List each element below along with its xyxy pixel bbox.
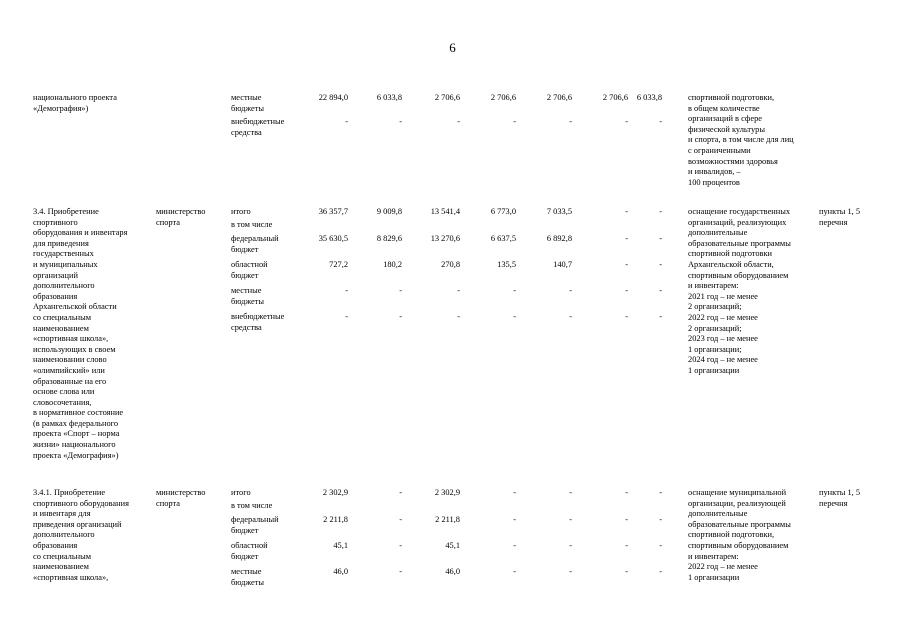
- funding-value: 22 894,0: [318, 93, 348, 102]
- funding-value: 180,2: [383, 260, 402, 269]
- funding-value: 46,0: [333, 567, 348, 576]
- item-organization: [156, 488, 226, 509]
- result-line: спортивной подготовки: [688, 249, 773, 259]
- funding-value: -: [457, 312, 460, 321]
- funding-value: 2 211,8: [323, 515, 348, 524]
- funding-source: [231, 286, 303, 307]
- result-line: 2022 год – не менее: [688, 312, 758, 322]
- funding-source: [231, 117, 303, 138]
- funding-value: 2 706,6: [490, 93, 516, 102]
- funding-value: 6 892,8: [546, 234, 572, 243]
- result-line: дополнительные: [688, 509, 748, 519]
- description-line: (в рамках федерального: [33, 418, 119, 428]
- description-line: проекта «Спорт – норма: [33, 429, 120, 439]
- funding-value: -: [625, 567, 628, 576]
- source-line: бюджеты: [231, 296, 265, 306]
- funding-source: [231, 260, 303, 281]
- source-line: бюджет: [231, 525, 259, 535]
- result-line: 2021 год – не менее: [688, 291, 758, 301]
- description-line: и инвентаря для: [33, 509, 91, 519]
- result-line: образовательные программы: [688, 238, 791, 248]
- funding-value: 2 706,6: [546, 93, 572, 102]
- result-line: и инвалидов, –: [688, 167, 741, 177]
- funding-value: -: [457, 117, 460, 126]
- funding-value: -: [659, 515, 662, 524]
- funding-value: 2 211,8: [435, 515, 460, 524]
- description-line: 3.4.1. Приобретение: [33, 488, 106, 497]
- source-line: местные: [231, 567, 262, 576]
- description-line: «спортивная школа»,: [33, 334, 109, 344]
- result-line: и инвентарем:: [688, 551, 739, 561]
- funding-value: 45,1: [445, 541, 460, 550]
- result-line: 1 организации;: [688, 344, 742, 354]
- funding-value: -: [569, 488, 572, 497]
- item-description: [33, 488, 151, 583]
- description-line: «спортивная школа»,: [33, 572, 109, 582]
- funding-value: 36 357,7: [318, 207, 348, 216]
- result-line: 2024 год – не менее: [688, 355, 758, 365]
- item-organization: [156, 207, 226, 228]
- funding-value: 727,2: [329, 260, 348, 269]
- result-line: 1 организации: [688, 365, 740, 375]
- source-line: средства: [231, 322, 262, 332]
- item-result: [688, 488, 818, 583]
- funding-value: 2 706,6: [602, 93, 628, 102]
- description-line: образования: [33, 540, 78, 550]
- result-line: Архангельской области,: [688, 259, 774, 269]
- source-line: бюджеты: [231, 577, 265, 587]
- funding-value: -: [399, 286, 402, 295]
- funding-value: -: [625, 260, 628, 269]
- result-line: спортивной подготовки,: [688, 530, 775, 540]
- funding-value: 6 033,8: [376, 93, 402, 102]
- description-line: Архангельской области: [33, 302, 117, 312]
- funding-value: -: [659, 207, 662, 216]
- description-line: словосочетания,: [33, 397, 92, 407]
- page-number: 6: [449, 40, 456, 55]
- result-line: оснащение муниципальной: [688, 488, 787, 497]
- item-description: [33, 207, 151, 461]
- funding-value: -: [625, 207, 628, 216]
- funding-value: -: [399, 541, 402, 550]
- funding-value: -: [659, 567, 662, 576]
- funding-value: -: [345, 286, 348, 295]
- funding-value: -: [569, 286, 572, 295]
- result-line: 2 организаций;: [688, 323, 742, 333]
- source-line: бюджет: [231, 551, 259, 561]
- funding-value: -: [569, 515, 572, 524]
- result-line: организаций, реализующих: [688, 217, 787, 227]
- organization-line: спорта: [156, 217, 180, 227]
- description-line: наименованием: [33, 562, 89, 572]
- result-line: и спорта, в том числе для лиц: [688, 135, 794, 145]
- description-line: использующих в своем: [33, 344, 116, 354]
- description-line: и муниципальных: [33, 259, 98, 269]
- description-line: 3.4. Приобретение: [33, 207, 99, 216]
- description-line: в нормативное состояние: [33, 408, 124, 418]
- funding-value: -: [513, 117, 516, 126]
- funding-source: [231, 234, 303, 255]
- source-line: бюджет: [231, 244, 259, 254]
- funding-value: 35 630,5: [318, 234, 348, 243]
- description-line: приведения организаций: [33, 519, 122, 529]
- funding-value: -: [625, 541, 628, 550]
- funding-value: -: [513, 567, 516, 576]
- source-line: средства: [231, 127, 262, 137]
- funding-value: -: [399, 488, 402, 497]
- funding-value: 7 033,5: [546, 207, 572, 216]
- funding-source: [231, 567, 303, 588]
- funding-value: -: [513, 541, 516, 550]
- funding-source: [231, 541, 303, 562]
- funding-value: -: [513, 488, 516, 497]
- description-line: наименованием: [33, 323, 89, 333]
- source-line: областной: [231, 541, 268, 550]
- result-line: 100 процентов: [688, 177, 740, 187]
- item-result: [688, 207, 818, 377]
- funding-value: -: [457, 286, 460, 295]
- organization-line: министерство: [156, 488, 206, 497]
- result-line: в общем количестве: [688, 103, 760, 113]
- description-line: оборудования и инвентаря: [33, 228, 128, 238]
- source-line: местные: [231, 286, 262, 295]
- source-line: федеральный: [231, 515, 279, 524]
- funding-value: -: [569, 567, 572, 576]
- description-line: организаций: [33, 270, 78, 280]
- description-line: основе слова или: [33, 387, 95, 397]
- source-line: внебюджетные: [231, 312, 285, 321]
- result-line: возможностями здоровья: [688, 156, 778, 166]
- result-line: спортивным оборудованием: [688, 270, 789, 280]
- source-line: внебюджетные: [231, 117, 285, 126]
- source-line: итого: [231, 488, 251, 497]
- funding-value: -: [625, 488, 628, 497]
- funding-value: 13 270,6: [430, 234, 460, 243]
- description-line: государственных: [33, 249, 94, 259]
- funding-value: -: [399, 312, 402, 321]
- funding-source: [231, 207, 303, 218]
- result-line: с ограниченными: [688, 145, 751, 155]
- source-line: местные: [231, 93, 262, 102]
- funding-value: 140,7: [553, 260, 572, 269]
- source-line: областной: [231, 260, 268, 269]
- funding-value: -: [625, 286, 628, 295]
- funding-source: [231, 515, 303, 536]
- funding-value: -: [659, 117, 662, 126]
- description-line: образования: [33, 291, 78, 301]
- source-line: в том числе: [231, 220, 273, 229]
- source-line: бюджеты: [231, 103, 265, 113]
- funding-value: 8 829,6: [376, 234, 402, 243]
- result-line: организаций в сфере: [688, 114, 762, 124]
- funding-value: -: [513, 286, 516, 295]
- funding-source: [231, 220, 303, 231]
- funding-source: [231, 93, 303, 114]
- description-line: дополнительного: [33, 281, 95, 291]
- description-line: со специальным: [33, 551, 92, 561]
- funding-value: -: [569, 312, 572, 321]
- funding-value: -: [569, 541, 572, 550]
- organization-line: министерство: [156, 207, 206, 216]
- note-line: перечня: [819, 498, 848, 508]
- funding-value: -: [399, 515, 402, 524]
- result-line: и инвентарем:: [688, 281, 739, 291]
- item-note: [819, 488, 901, 509]
- note-line: пункты 1, 5: [819, 207, 861, 216]
- funding-value: -: [399, 117, 402, 126]
- funding-source: [231, 312, 303, 333]
- source-line: бюджет: [231, 270, 259, 280]
- funding-value: -: [513, 515, 516, 524]
- description-line: «олимпийский» или: [33, 365, 105, 375]
- description-line: дополнительного: [33, 530, 95, 540]
- funding-value: 2 302,9: [322, 488, 348, 497]
- description-line: для приведения: [33, 238, 89, 248]
- description-line: спортивного оборудования: [33, 498, 129, 508]
- source-line: итого: [231, 207, 251, 216]
- description-line: проекта «Демография»): [33, 450, 119, 460]
- funding-value: 6 637,5: [490, 234, 516, 243]
- funding-value: 270,8: [441, 260, 460, 269]
- funding-value: -: [659, 312, 662, 321]
- result-line: 1 организации: [688, 572, 740, 582]
- funding-value: 2 706,6: [434, 93, 460, 102]
- funding-value: 13 541,4: [430, 207, 460, 216]
- organization-line: спорта: [156, 498, 180, 508]
- result-line: спортивной подготовки,: [688, 93, 775, 102]
- description-line: национального проекта: [33, 93, 117, 102]
- result-line: физической культуры: [688, 124, 765, 134]
- result-line: спортивным оборудованием: [688, 540, 789, 550]
- result-line: 2 организаций;: [688, 302, 742, 312]
- description-line: спортивного: [33, 217, 78, 227]
- funding-value: 46,0: [445, 567, 460, 576]
- funding-value: -: [625, 312, 628, 321]
- result-line: оснащение государственных: [688, 207, 791, 216]
- funding-value: 2 302,9: [434, 488, 460, 497]
- funding-value: -: [659, 286, 662, 295]
- note-line: пункты 1, 5: [819, 488, 861, 497]
- funding-value: -: [659, 541, 662, 550]
- funding-value: -: [659, 488, 662, 497]
- funding-value: -: [513, 312, 516, 321]
- funding-value: -: [345, 312, 348, 321]
- description-line: образованные на его: [33, 376, 107, 386]
- funding-source: [231, 501, 303, 512]
- description-line: «Демография»): [33, 103, 89, 113]
- description-line: со специальным: [33, 312, 92, 322]
- source-line: федеральный: [231, 234, 279, 243]
- funding-value: 45,1: [333, 541, 348, 550]
- funding-value: -: [659, 234, 662, 243]
- funding-value: -: [659, 260, 662, 269]
- result-line: 2022 год – не менее: [688, 562, 758, 572]
- funding-value: 9 009,8: [376, 207, 402, 216]
- description-line: наименовании слово: [33, 355, 107, 365]
- result-line: 2023 год – не менее: [688, 334, 758, 344]
- funding-value: -: [625, 515, 628, 524]
- item-result: [688, 93, 818, 188]
- funding-value: -: [399, 567, 402, 576]
- funding-value: -: [345, 117, 348, 126]
- description-line: жизни» национального: [33, 440, 116, 450]
- funding-value: 135,5: [497, 260, 516, 269]
- result-line: дополнительные: [688, 228, 748, 238]
- note-line: перечня: [819, 217, 848, 227]
- funding-value: -: [569, 117, 572, 126]
- result-line: образовательные программы: [688, 519, 791, 529]
- funding-source: [231, 488, 303, 499]
- result-line: организации, реализующей: [688, 498, 786, 508]
- funding-value: -: [625, 234, 628, 243]
- funding-value: -: [625, 117, 628, 126]
- item-description: [33, 93, 151, 114]
- item-note: [819, 207, 901, 228]
- source-line: в том числе: [231, 501, 273, 510]
- funding-value: 6 033,8: [636, 93, 662, 102]
- funding-value: 6 773,0: [490, 207, 516, 216]
